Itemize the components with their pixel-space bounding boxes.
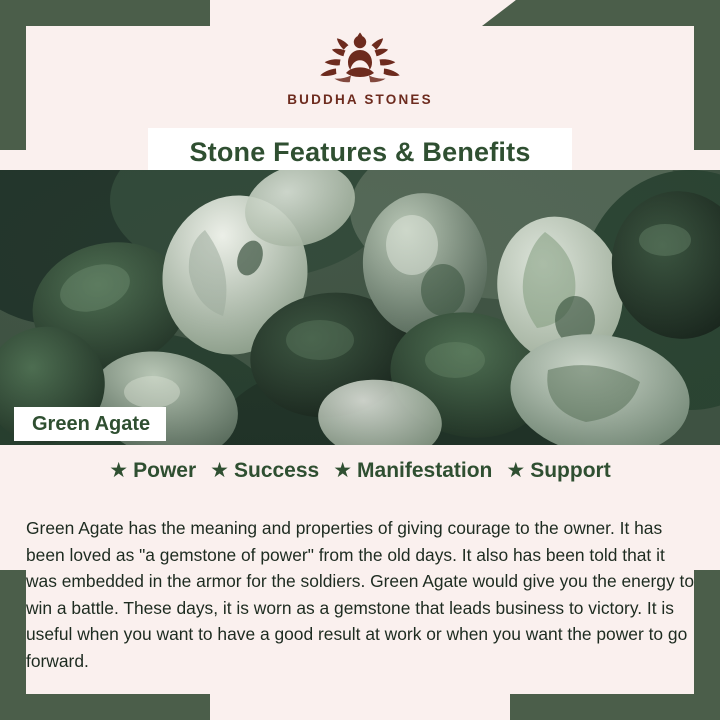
page-title-text: Stone Features & Benefits [189,136,531,167]
page-title [148,128,572,176]
lotus-meditation-icon [285,28,435,90]
stone-name-text: Green Agate [32,412,151,435]
star-icon: ★ [506,458,526,482]
brand-name: BUDDHA STONES [287,92,433,107]
frame-corner-bottom-left [0,694,210,720]
frame-corner-top-left [0,0,210,26]
frame-corner-top-right-bevel [482,0,516,26]
stone-name-caption [14,407,166,441]
benefit-item [333,459,492,483]
description-text: Green Agate has the meaning and properties of giving courage to the owner. It has been loved as "a gemstone of power" from the old days. It also has been told that it was embedded in the armor for the soldiers. Green Agate would give you the energy to win a battle. These days, it is worn as a gemstone that leads business to victory. It is useful when you want to have a good result at work or when you want the power to go forward. [26,518,694,671]
stone-photo [0,170,720,445]
brand-header [0,28,720,107]
frame-corner-bottom-right [510,694,720,720]
benefit-label: Manifestation [357,459,493,482]
benefit-item [210,459,319,483]
star-icon: ★ [109,458,129,482]
star-icon: ★ [210,458,229,482]
benefits-row [0,459,720,483]
benefit-label: Power [133,459,197,482]
benefit-label: Support [530,459,611,482]
frame-corner-top-right [490,0,720,26]
star-icon: ★ [333,458,353,482]
benefit-label: Success [233,459,320,482]
benefit-item [109,459,196,483]
benefit-item [506,459,610,483]
